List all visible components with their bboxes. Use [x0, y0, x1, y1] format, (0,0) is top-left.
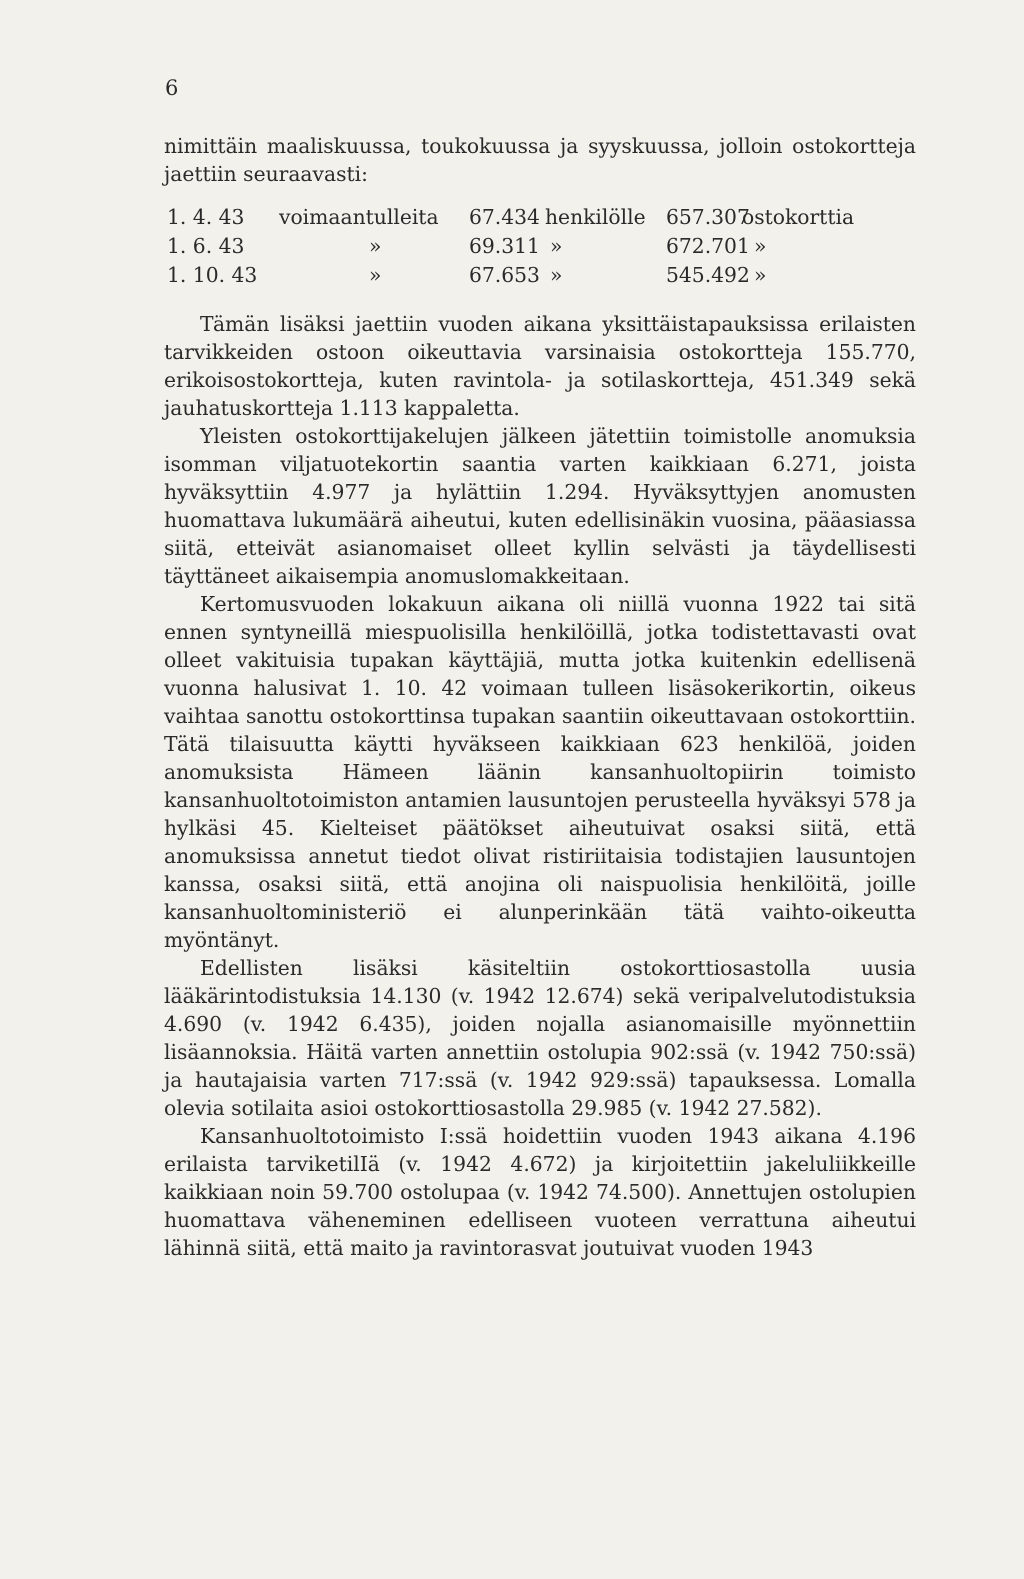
row-label-ditto: » [369, 234, 382, 258]
row-date: 1. 10. 43 [167, 263, 258, 287]
intro-text: nimittäin maaliskuussa, toukokuussa ja syyskuussa, jolloin ostokortteja jaettiin seuraavasti: [164, 134, 916, 186]
paragraph: Edellisten lisäksi käsiteltiin ostokorttiosastolla uusia lääkärintodistuksia 14.130 (v. 1942 12.674) sekä veripalvelutodistuksia 4.690 (v. 1942 6.435), joiden nojalla asianomaisille myönnettiin lisäannoksia. Häitä varten annettiin ostolupia 902:ssä (v. 1942 750:ssä) ja hautajaisia varten 717:ssä (v. 1942 929:ssä) tapauksessa. Lomalla olevia sotilaita asioi ostokorttiosastolla 29.985 (v. 1942 27.582). [164, 956, 916, 1120]
paragraph: Kansanhuoltotoimisto I:ssä hoidettiin vuoden 1943 aikana 4.196 erilaista tarviketilIä (v. 1942 4.672) ja kirjoitettiin jakeluliikkeille kaikkiaan noin 59.700 ostolupaa (v. 1942 74.500). Annettujen ostolupien huomattava väheneminen edelliseen vuoteen verrattuna aiheutui lähinnä siitä, että maito ja ravintorasvat joutuivat vuoden 1943 [164, 1124, 916, 1260]
row-people-unit-ditto: » [550, 263, 563, 287]
paragraph: Yleisten ostokorttijakelujen jälkeen jätettiin toimistolle anomuksia isomman viljatuotekortin saantia varten kaikkiaan 6.271, joista hyväksyttiin 4.977 ja hylättiin 1.294. Hyväksyttyjen anomusten huomattava lukumäärä aiheutui, kuten edellisinäkin vuosina, pääasiassa siitä, etteivät asianomaiset olleet kyllin selvästi ja täydellisesti täyttäneet aikaisempia anomuslomakkeitaan. [164, 424, 916, 588]
page-number: 6 [165, 76, 179, 100]
row-people: 67.653 [469, 263, 540, 287]
row-cards-unit-ditto: » [754, 234, 767, 258]
row-cards: 672.701 [666, 234, 750, 258]
row-date: 1. 6. 43 [167, 234, 245, 258]
intro-paragraph [164, 132, 916, 188]
row-people-unit-ditto: » [550, 234, 563, 258]
paragraph: Kertomusvuoden lokakuun aikana oli niillä vuonna 1922 tai sitä ennen syntyneillä miespuolisilla henkilöillä, jotka todistettavasti ovat olleet vakituisia tupakan käyttäjiä, mutta jotka kuitenkin edellisenä vuonna halusivat 1. 10. 42 voimaan tulleen lisäsokerikortin, oikeus vaihtaa sanottu ostokorttinsa tupakan saantiin oikeuttavaan ostokorttiin. Tätä tilaisuutta käytti hyväkseen kaikkiaan 623 henkilöä, joiden anomuksista Hämeen läänin kansanhuoltopiirin toimisto kansanhuoltotoimiston antamien lausuntojen perusteella hyväksyi 578 ja hylkäsi 45. Kielteiset päätökset aiheutuivat osaksi siitä, että anomuksissa annetut tiedot olivat ristiriitaisia todistajien lausuntojen kanssa, osaksi siitä, että anojina oli naispuolisia henkilöitä, joille kansanhuoltoministeriö ei alunperinkään tätä vaihto-oikeutta myöntänyt. [164, 592, 916, 952]
row-people: 67.434 [469, 205, 540, 229]
row-cards-unit-ditto: » [754, 263, 767, 287]
row-label: voimaantulleita [279, 205, 439, 229]
body-text [164, 310, 916, 1262]
row-cards: 545.492 [666, 263, 750, 287]
row-label-ditto: » [369, 263, 382, 287]
row-date: 1. 4. 43 [167, 205, 245, 229]
row-cards: 657.307 [666, 205, 750, 229]
row-people-unit: henkilölle [545, 205, 646, 229]
paragraph: Tämän lisäksi jaettiin vuoden aikana yksittäistapauksissa erilaisten tarvikkeiden ostoon oikeuttavia varsinaisia ostokortteja 155.770, erikoisostokortteja, kuten ravintola- ja sotilaskortteja, 451.349 sekä jauhatuskortteja 1.113 kappaletta. [164, 312, 916, 420]
row-people: 69.311 [469, 234, 540, 258]
row-cards-unit: ostokorttia [742, 205, 855, 229]
